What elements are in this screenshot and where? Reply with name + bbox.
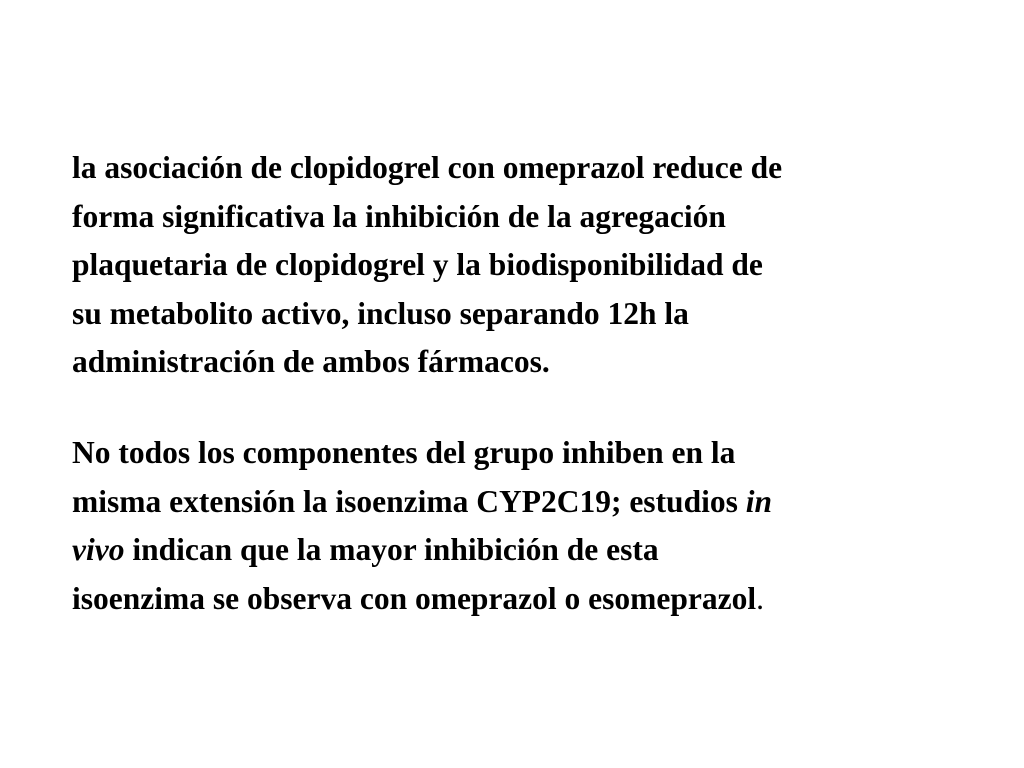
paragraph-line bbox=[72, 575, 982, 624]
line-text: isoenzima se observa con omeprazol o esomeprazol bbox=[72, 580, 757, 616]
paragraph-line: plaquetaria de clopidogrel y la biodisponibilidad de bbox=[72, 247, 763, 283]
line-text: indican que la mayor inhibición de esta bbox=[124, 532, 659, 568]
paragraph-line: la asociación de clopidogrel con omeprazol reduce de bbox=[72, 150, 783, 185]
line-text: misma extensión la isoenzima CYP2C19; estudios bbox=[72, 483, 746, 519]
paragraph-line: forma significativa la inhibición de la agregación bbox=[72, 198, 726, 234]
italic-term-in: in bbox=[745, 483, 773, 519]
paragraph-clopidogrel-omeprazol bbox=[72, 144, 982, 387]
closing-period: . bbox=[756, 580, 764, 616]
paragraph-line: administración de ambos fármacos. bbox=[72, 344, 550, 380]
paragraph-line bbox=[72, 478, 982, 527]
paragraph-line: su metabolito activo, incluso separando 12h la bbox=[72, 295, 689, 331]
paragraph-line: No todos los componentes del grupo inhiben en la bbox=[72, 435, 736, 470]
paragraph-cyp2c19-inhibition bbox=[72, 429, 982, 623]
italic-term-vivo: vivo bbox=[72, 532, 125, 568]
paragraph-line bbox=[72, 526, 982, 575]
